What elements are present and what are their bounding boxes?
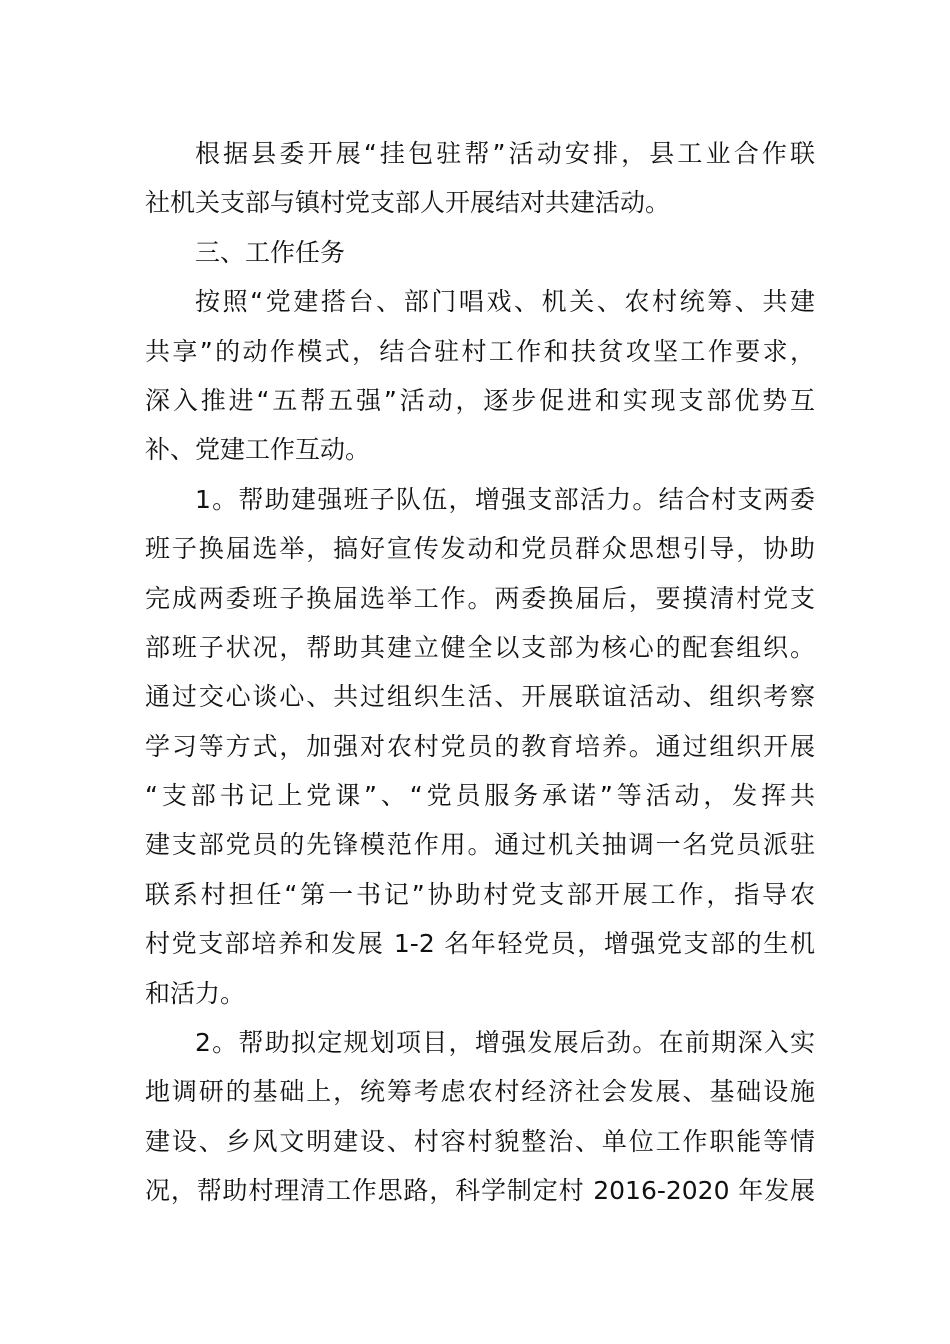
text-line: 共享”的动作模式，结合驻村工作和扶贫攻坚工作要求， xyxy=(145,336,815,366)
document-body xyxy=(145,129,815,1216)
text-line: 补、党建工作互动。 xyxy=(145,435,371,465)
text-line: “支部书记上党课”、“党员服务承诺”等活动，发挥共 xyxy=(145,781,815,811)
text-line: 2。帮助拟定规划项目，增强发展后劲。在前期深入实 xyxy=(195,1028,815,1058)
text-line: 地调研的基础上，统筹考虑农村经济社会发展、基础设施 xyxy=(145,1077,815,1107)
text-line: 三、工作任务 xyxy=(195,237,346,267)
text-line: 完成两委班子换届选举工作。两委换届后，要摸清村党支 xyxy=(145,583,815,613)
text-line: 深入推进“五帮五强”活动，逐步促进和实现支部优势互 xyxy=(145,385,815,415)
text-line: 部班子状况，帮助其建立健全以支部为核心的配套组织。 xyxy=(145,632,815,662)
text-line: 建设、乡风文明建设、村容村貌整治、单位工作职能等情 xyxy=(145,1126,815,1156)
text-line: 联系村担任“第一书记”协助村党支部开展工作，指导农 xyxy=(145,879,815,909)
text-line: 1。帮助建强班子队伍，增强支部活力。结合村支两委 xyxy=(195,484,815,514)
text-line: 学习等方式，加强对农村党员的教育培养。通过组织开展 xyxy=(145,731,815,761)
text-line: 根据县委开展“挂包驻帮”活动安排，县工业合作联 xyxy=(195,139,815,168)
text-line: 通过交心谈心、共过组织生活、开展联谊活动、组织考察 xyxy=(145,682,815,712)
text-line: 和活力。 xyxy=(145,978,246,1008)
text-line: 按照“党建搭台、部门唱戏、机关、农村统筹、共建 xyxy=(195,287,815,317)
text-line: 村党支部培养和发展 1-2 名年轻党员，增强党支部的生机 xyxy=(145,929,815,959)
text-line: 社机关支部与镇村党支部人开展结对共建活动。 xyxy=(145,188,671,218)
text-line: 建支部党员的先锋模范作用。通过机关抽调一名党员派驻 xyxy=(145,830,815,860)
text-line: 班子换届选举，搞好宣传发动和党员群众思想引导，协助 xyxy=(145,534,815,564)
text-line: 况，帮助村理清工作思路，科学制定村 2016-2020 年发展 xyxy=(145,1176,815,1206)
